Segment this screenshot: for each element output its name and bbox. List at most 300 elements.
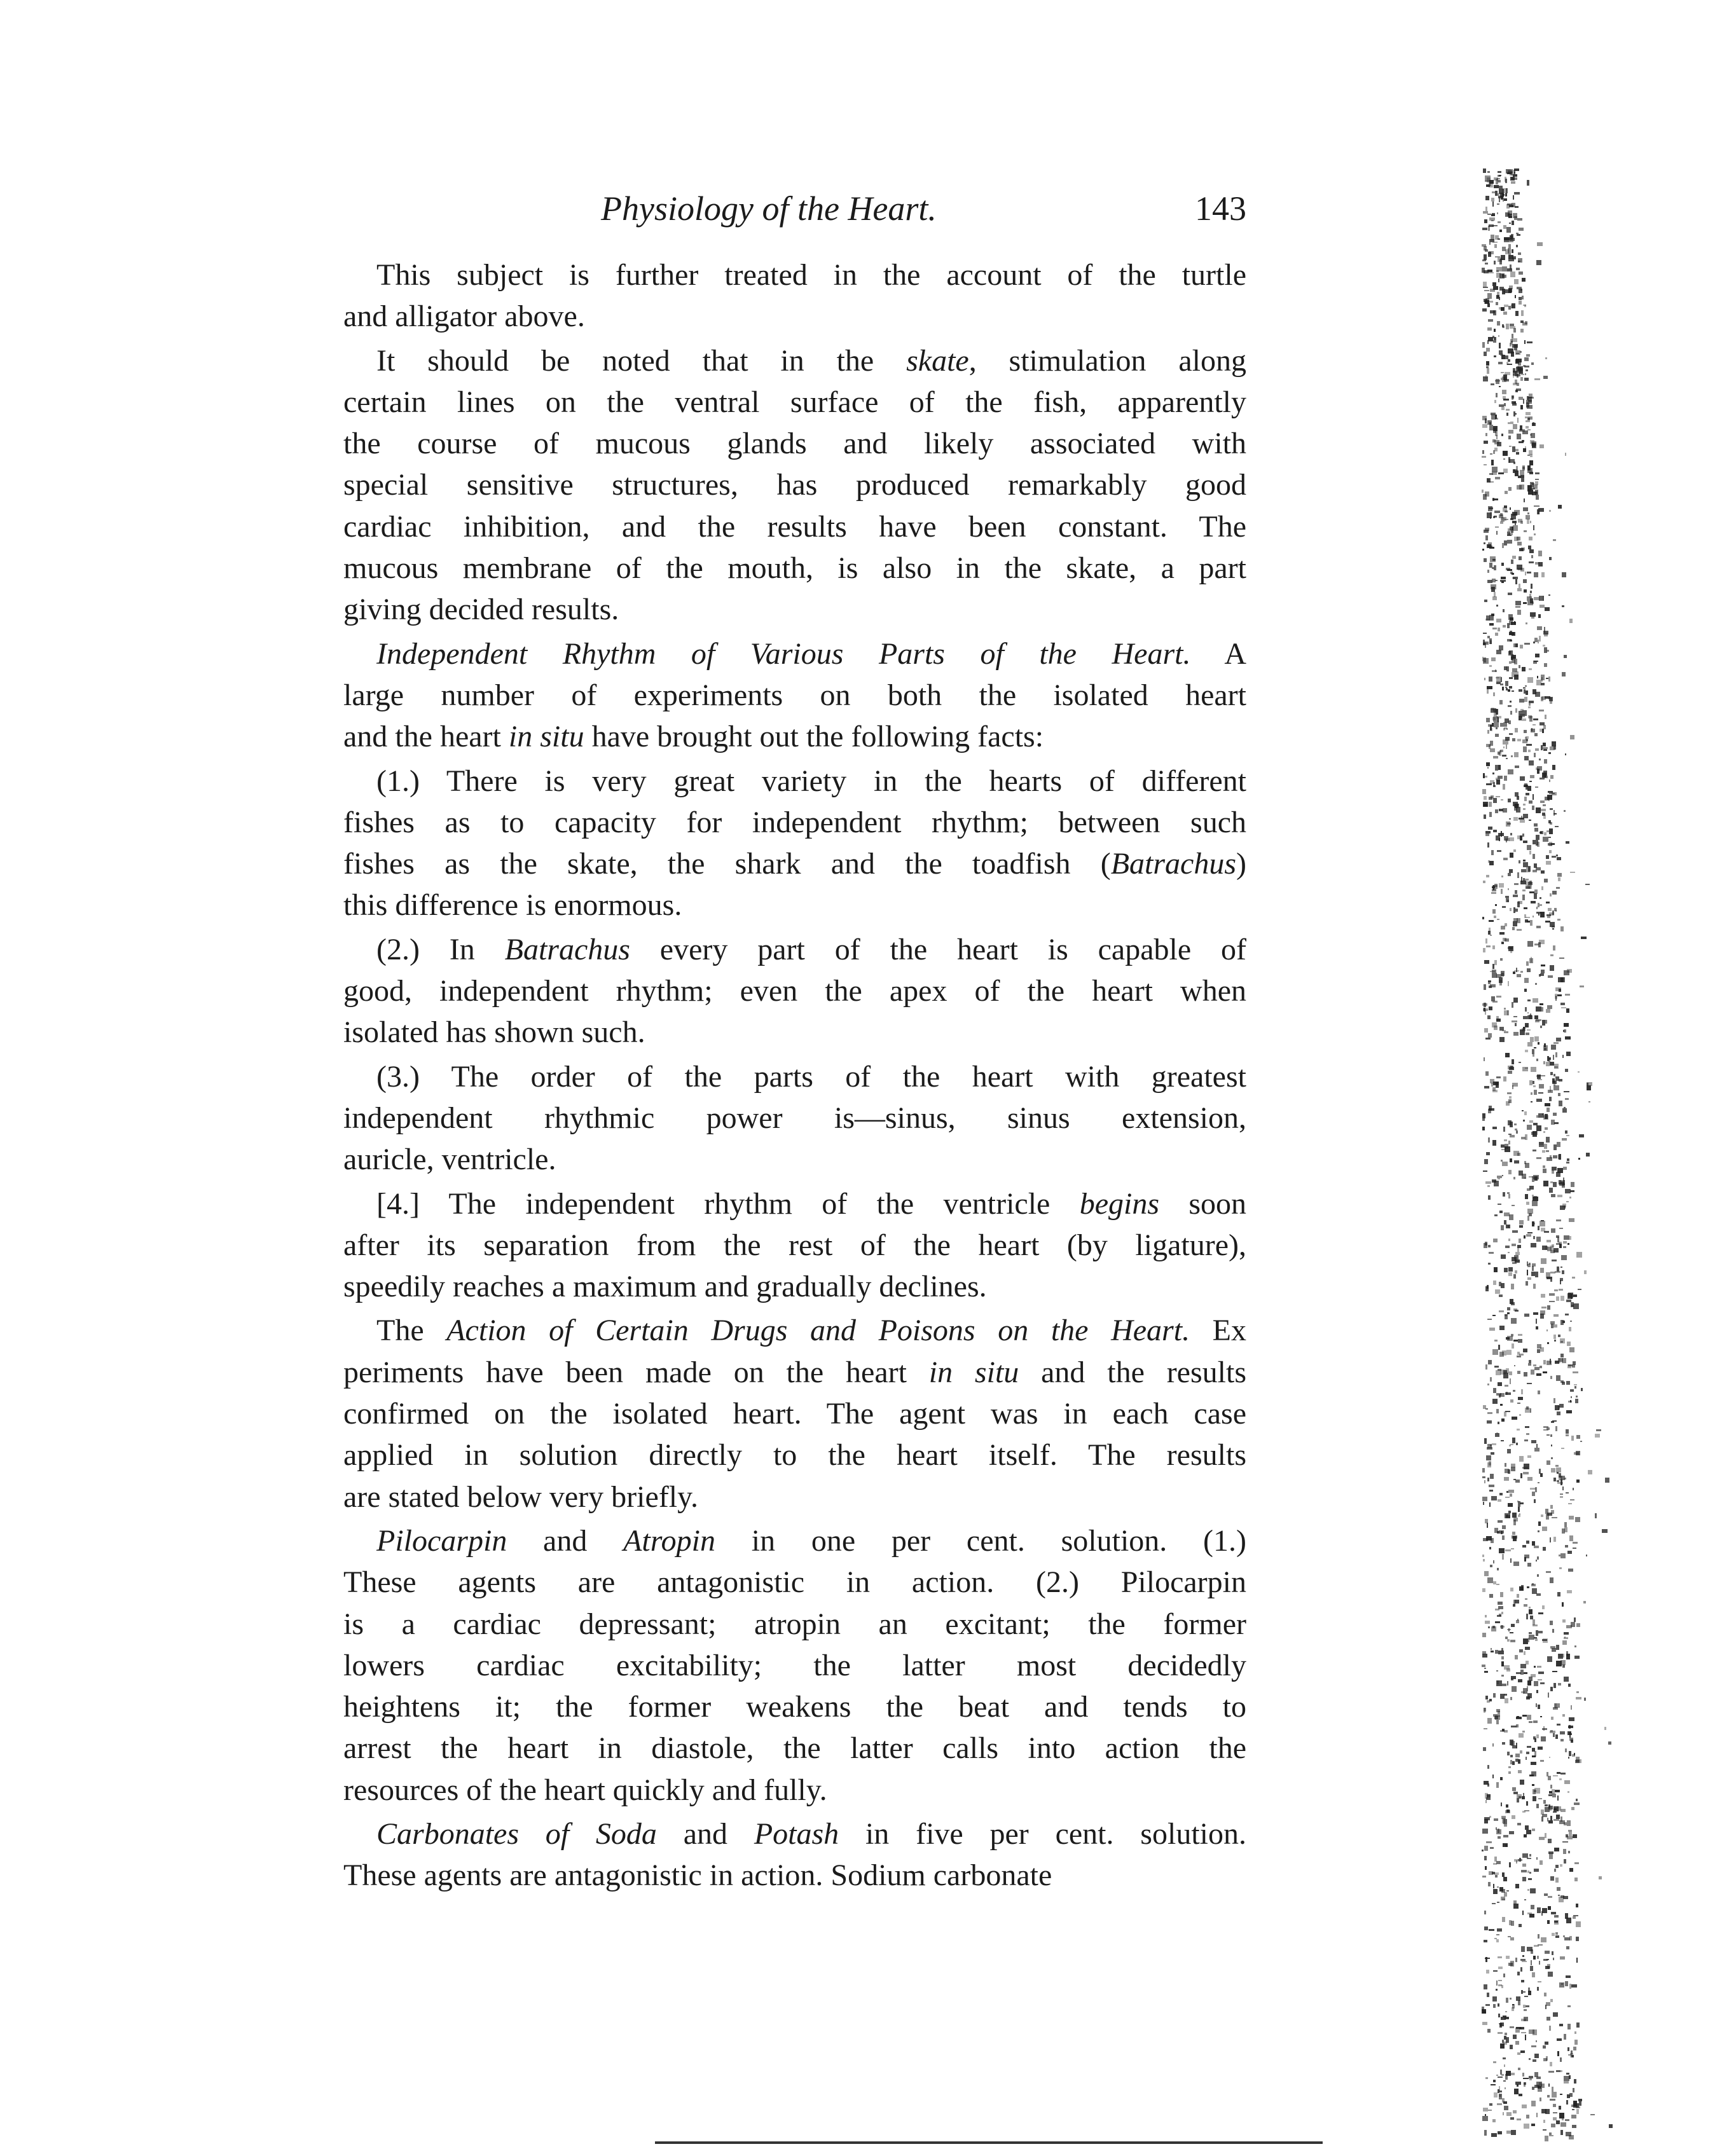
scan-speck bbox=[1564, 1522, 1567, 1527]
text-run: and alligator above. bbox=[343, 299, 585, 334]
scan-speck bbox=[1533, 1364, 1536, 1366]
scan-speck bbox=[1541, 886, 1543, 890]
scan-speck bbox=[1498, 1836, 1501, 1839]
scan-speck bbox=[1496, 1019, 1501, 1022]
scan-speck bbox=[1534, 1448, 1539, 1452]
scan-speck bbox=[1510, 711, 1512, 715]
scan-speck bbox=[1502, 1162, 1508, 1166]
scan-speck bbox=[1507, 900, 1509, 902]
scan-speck bbox=[1490, 1847, 1494, 1849]
scan-speck bbox=[1568, 1757, 1569, 1759]
scan-speck bbox=[1524, 1996, 1528, 1997]
scan-speck bbox=[1543, 1061, 1545, 1064]
scan-speck bbox=[1496, 270, 1499, 272]
scan-speck bbox=[1551, 1457, 1553, 1459]
scan-speck bbox=[1504, 1220, 1506, 1225]
scan-speck bbox=[1567, 2024, 1571, 2029]
scan-speck bbox=[1519, 271, 1523, 275]
scan-speck bbox=[1576, 1958, 1578, 1963]
scan-speck bbox=[1524, 366, 1529, 367]
scan-speck bbox=[1492, 1743, 1494, 1747]
scan-speck bbox=[1537, 242, 1543, 246]
scan-speck bbox=[1511, 514, 1516, 519]
scan-speck bbox=[1493, 756, 1498, 759]
scan-speck bbox=[1537, 1666, 1541, 1668]
scan-speck bbox=[1499, 343, 1501, 348]
scan-speck bbox=[1502, 1917, 1505, 1922]
scan-speck bbox=[1505, 177, 1506, 182]
scan-speck bbox=[1569, 1236, 1571, 1240]
scan-speck bbox=[1489, 1502, 1491, 1507]
scan-speck bbox=[1567, 1820, 1571, 1826]
scan-speck bbox=[1488, 1263, 1491, 1265]
page-number: 143 bbox=[1195, 189, 1246, 228]
scan-speck bbox=[1490, 935, 1492, 936]
scan-speck bbox=[1529, 820, 1531, 821]
scan-speck bbox=[1499, 1211, 1503, 1213]
scan-speck bbox=[1568, 1684, 1571, 1687]
text-line bbox=[343, 1012, 1246, 1053]
scan-speck bbox=[1554, 1340, 1556, 1342]
scan-speck bbox=[1556, 1375, 1560, 1381]
scan-speck bbox=[1565, 1130, 1567, 1134]
scan-speck bbox=[1496, 1432, 1498, 1434]
scan-speck bbox=[1564, 1091, 1569, 1092]
scan-speck bbox=[1526, 2115, 1529, 2118]
scan-speck bbox=[1495, 256, 1500, 257]
scan-speck bbox=[1566, 1834, 1568, 1837]
scan-speck bbox=[1482, 450, 1484, 454]
scan-speck bbox=[1497, 1886, 1499, 1888]
scan-speck bbox=[1549, 850, 1552, 853]
scan-speck bbox=[1496, 996, 1501, 998]
scan-speck bbox=[1515, 1958, 1517, 1962]
scan-speck bbox=[1510, 853, 1513, 858]
scan-speck bbox=[1543, 645, 1545, 647]
scan-speck bbox=[1540, 800, 1545, 803]
scan-speck bbox=[1502, 543, 1504, 548]
scan-speck bbox=[1533, 1054, 1534, 1057]
running-title: Physiology of the Heart. bbox=[601, 189, 937, 228]
scan-speck bbox=[1562, 2118, 1564, 2120]
scan-speck bbox=[1500, 2022, 1504, 2026]
scan-speck bbox=[1536, 1157, 1541, 1159]
scan-speck bbox=[1559, 1228, 1563, 1229]
scan-speck bbox=[1540, 1310, 1545, 1315]
scan-speck bbox=[1551, 1045, 1556, 1050]
scan-speck bbox=[1560, 977, 1565, 982]
scan-speck bbox=[1545, 1966, 1550, 1969]
scan-speck bbox=[1487, 478, 1491, 483]
scan-speck bbox=[1517, 1429, 1520, 1431]
scan-speck bbox=[1522, 834, 1524, 837]
scan-speck bbox=[1484, 1856, 1487, 1860]
scan-speck bbox=[1503, 2015, 1506, 2017]
scan-speck bbox=[1520, 329, 1524, 333]
scan-speck bbox=[1527, 1015, 1533, 1019]
scan-speck bbox=[1540, 1716, 1542, 1717]
scan-speck bbox=[1492, 1903, 1496, 1904]
scan-speck bbox=[1512, 738, 1515, 741]
scan-speck bbox=[1557, 1724, 1560, 1726]
scan-speck bbox=[1519, 1733, 1524, 1738]
scan-speck bbox=[1550, 775, 1553, 779]
text-run: mucous membrane of the mouth, is also in the skate, a part bbox=[343, 551, 1246, 586]
scan-speck bbox=[1543, 2045, 1546, 2049]
scan-speck bbox=[1499, 1027, 1504, 1031]
scan-speck bbox=[1503, 451, 1508, 456]
scan-speck bbox=[1497, 2103, 1502, 2105]
scan-speck bbox=[1518, 2000, 1520, 2005]
scan-speck bbox=[1484, 1984, 1487, 1989]
scan-speck bbox=[1499, 1493, 1503, 1495]
scan-speck bbox=[1530, 598, 1533, 603]
scan-speck bbox=[1524, 989, 1527, 992]
scan-speck bbox=[1536, 1703, 1537, 1707]
scan-speck bbox=[1535, 786, 1538, 788]
scan-speck bbox=[1547, 1056, 1549, 1061]
scan-speck bbox=[1517, 418, 1519, 423]
scan-speck bbox=[1526, 412, 1531, 415]
scan-speck bbox=[1490, 453, 1492, 455]
scan-speck bbox=[1560, 1380, 1564, 1383]
scan-speck bbox=[1496, 676, 1501, 682]
scan-speck bbox=[1513, 1604, 1515, 1607]
scan-speck bbox=[1535, 481, 1538, 485]
scan-speck bbox=[1518, 1507, 1520, 1512]
scan-speck bbox=[1566, 1008, 1569, 1013]
scan-speck bbox=[1545, 1020, 1547, 1024]
scan-speck bbox=[1490, 741, 1493, 746]
scan-speck bbox=[1486, 945, 1491, 947]
scan-speck bbox=[1560, 1003, 1565, 1005]
scan-speck bbox=[1571, 1436, 1574, 1441]
scan-speck bbox=[1488, 2110, 1492, 2111]
scan-speck bbox=[1536, 1326, 1538, 1329]
scan-speck bbox=[1527, 1270, 1528, 1275]
scan-speck bbox=[1510, 1937, 1514, 1940]
scan-speck bbox=[1486, 361, 1489, 366]
scan-speck bbox=[1562, 1487, 1564, 1490]
scan-speck bbox=[1559, 1778, 1562, 1780]
text-run: These agents are antagonistic in action. (2.) Pilocarpin bbox=[343, 1565, 1246, 1600]
scan-speck bbox=[1507, 1639, 1510, 1642]
scan-speck bbox=[1576, 1435, 1580, 1439]
scan-speck bbox=[1502, 1872, 1505, 1877]
scan-speck bbox=[1492, 439, 1496, 443]
scan-speck bbox=[1515, 206, 1519, 208]
scan-speck bbox=[1525, 416, 1528, 418]
scan-speck bbox=[1501, 875, 1503, 877]
scan-speck bbox=[1487, 171, 1490, 173]
scan-speck bbox=[1485, 1242, 1487, 1246]
scan-speck bbox=[1484, 657, 1486, 663]
scan-speck bbox=[1504, 403, 1506, 406]
scan-speck bbox=[1563, 1030, 1564, 1032]
scan-speck bbox=[1524, 797, 1527, 801]
scan-speck bbox=[1529, 760, 1534, 766]
scan-speck bbox=[1560, 2070, 1562, 2072]
scan-speck bbox=[1503, 469, 1508, 473]
scan-speck bbox=[1548, 791, 1553, 793]
scan-speck bbox=[1508, 705, 1512, 707]
scan-speck bbox=[1491, 657, 1496, 661]
scan-speck bbox=[1526, 1752, 1529, 1754]
scan-speck bbox=[1555, 1426, 1557, 1431]
scan-speck bbox=[1508, 1771, 1511, 1774]
scan-speck bbox=[1543, 804, 1546, 806]
scan-speck bbox=[1526, 622, 1527, 624]
scan-speck bbox=[1565, 994, 1570, 996]
scan-speck bbox=[1498, 628, 1500, 631]
scan-speck bbox=[1537, 1556, 1539, 1560]
scan-speck bbox=[1517, 1352, 1520, 1355]
scan-speck bbox=[1498, 180, 1501, 182]
scan-speck bbox=[1501, 942, 1504, 944]
scan-speck bbox=[1541, 1307, 1546, 1308]
scan-speck bbox=[1532, 2087, 1534, 2090]
scan-speck bbox=[1506, 821, 1510, 827]
scan-speck bbox=[1489, 2103, 1492, 2106]
text-run: (2.) In bbox=[376, 932, 505, 966]
scan-speck bbox=[1508, 1628, 1510, 1631]
text-run: are stated below very briefly. bbox=[343, 1480, 698, 1514]
scan-speck bbox=[1532, 1200, 1538, 1206]
scan-speck bbox=[1573, 2047, 1576, 2050]
scan-speck bbox=[1488, 1882, 1491, 1886]
scan-speck bbox=[1559, 2113, 1564, 2118]
scan-speck bbox=[1517, 974, 1521, 977]
scan-speck bbox=[1506, 1101, 1510, 1106]
scan-speck bbox=[1510, 833, 1512, 835]
scan-speck bbox=[1503, 858, 1508, 860]
scan-speck bbox=[1505, 2011, 1507, 2012]
scan-speck bbox=[1524, 1314, 1529, 1317]
scan-speck bbox=[1564, 2081, 1569, 2084]
scan-speck bbox=[1496, 1409, 1499, 1413]
scan-speck bbox=[1507, 1752, 1510, 1755]
scan-speck bbox=[1493, 1239, 1498, 1242]
scan-speck bbox=[1574, 1384, 1577, 1385]
scan-speck bbox=[1564, 1780, 1570, 1784]
scan-speck bbox=[1489, 1485, 1494, 1487]
scan-speck bbox=[1552, 1629, 1554, 1633]
scan-speck bbox=[1486, 762, 1490, 766]
text-run: soon bbox=[1159, 1186, 1247, 1221]
scan-speck bbox=[1505, 1463, 1506, 1467]
scan-speck bbox=[1546, 1009, 1550, 1013]
scan-speck bbox=[1492, 1001, 1498, 1003]
scan-speck bbox=[1534, 1546, 1539, 1548]
scan-speck bbox=[1495, 1289, 1500, 1294]
scan-speck bbox=[1487, 340, 1489, 344]
scan-speck bbox=[1512, 1244, 1516, 1246]
scan-speck bbox=[1482, 2116, 1488, 2121]
scan-speck bbox=[1541, 1294, 1545, 1298]
scan-speck bbox=[1550, 1785, 1552, 1789]
scan-speck bbox=[1512, 177, 1517, 180]
text-run: These agents are antagonistic in action. Sodium carbonate bbox=[343, 1858, 1052, 1893]
scan-speck bbox=[1501, 196, 1503, 200]
scan-speck bbox=[1499, 1037, 1505, 1042]
italic-text: Batrachus bbox=[504, 932, 630, 966]
scan-speck bbox=[1500, 1592, 1503, 1597]
scan-speck bbox=[1544, 1231, 1549, 1233]
scan-speck bbox=[1533, 1720, 1538, 1723]
scan-speck bbox=[1520, 470, 1524, 475]
scan-speck bbox=[1569, 1218, 1574, 1222]
scan-speck bbox=[1526, 1234, 1531, 1237]
scan-speck bbox=[1538, 1798, 1542, 1799]
scan-speck bbox=[1506, 758, 1508, 759]
scan-speck bbox=[1516, 245, 1518, 247]
scan-speck bbox=[1517, 434, 1521, 439]
scan-speck bbox=[1526, 744, 1532, 746]
scan-speck bbox=[1552, 891, 1557, 895]
scan-speck bbox=[1508, 1272, 1512, 1276]
scan-speck bbox=[1523, 808, 1526, 810]
scan-speck bbox=[1522, 667, 1526, 671]
scan-speck bbox=[1506, 1225, 1510, 1228]
scan-speck bbox=[1525, 1194, 1528, 1199]
text-run: large number of experiments on both the isolated heart bbox=[343, 678, 1246, 712]
scan-speck bbox=[1533, 2059, 1536, 2062]
scan-speck bbox=[1536, 1006, 1541, 1012]
scan-speck bbox=[1537, 1956, 1539, 1959]
scan-speck bbox=[1512, 249, 1513, 253]
scan-speck bbox=[1557, 1237, 1559, 1242]
scan-speck bbox=[1505, 1497, 1510, 1498]
scan-speck bbox=[1515, 1480, 1520, 1483]
scan-speck bbox=[1588, 1470, 1592, 1474]
scan-speck bbox=[1553, 1314, 1559, 1317]
scan-speck bbox=[1515, 1270, 1517, 1274]
scan-speck bbox=[1504, 238, 1509, 242]
scan-speck bbox=[1561, 1448, 1564, 1449]
scan-speck bbox=[1489, 1929, 1494, 1931]
scan-speck bbox=[1522, 2073, 1524, 2077]
scan-speck bbox=[1537, 626, 1542, 630]
scan-speck bbox=[1524, 357, 1529, 361]
scan-speck bbox=[1488, 1360, 1492, 1364]
scan-speck bbox=[1536, 1593, 1541, 1596]
scan-speck bbox=[1527, 999, 1531, 1001]
scan-speck bbox=[1531, 362, 1534, 365]
scan-speck bbox=[1523, 1688, 1527, 1694]
scan-speck bbox=[1513, 577, 1518, 579]
scan-speck bbox=[1483, 211, 1488, 214]
scan-speck bbox=[1534, 505, 1539, 507]
scan-speck bbox=[1521, 877, 1522, 882]
scan-speck bbox=[1527, 1029, 1531, 1031]
scan-speck bbox=[1551, 2124, 1555, 2127]
scan-speck bbox=[1545, 1951, 1550, 1954]
scan-speck bbox=[1514, 168, 1519, 171]
scan-speck bbox=[1504, 198, 1507, 201]
scan-speck bbox=[1493, 2004, 1496, 2008]
scan-speck bbox=[1498, 175, 1501, 177]
scan-speck bbox=[1484, 270, 1489, 273]
scan-speck bbox=[1484, 352, 1487, 356]
scan-speck bbox=[1541, 1514, 1543, 1517]
scan-speck bbox=[1513, 374, 1514, 378]
scan-speck bbox=[1552, 2087, 1553, 2092]
scan-speck bbox=[1508, 348, 1513, 354]
scan-speck bbox=[1501, 1675, 1504, 1677]
scan-speck bbox=[1483, 1747, 1486, 1751]
text-line bbox=[343, 1097, 1246, 1139]
scan-speck bbox=[1522, 1961, 1527, 1962]
scan-speck bbox=[1527, 1125, 1532, 1130]
text-run: A bbox=[1190, 636, 1246, 671]
scan-speck bbox=[1482, 1127, 1485, 1130]
scan-speck bbox=[1523, 579, 1527, 583]
scan-speck bbox=[1509, 837, 1514, 841]
scan-speck bbox=[1535, 654, 1539, 657]
scan-speck bbox=[1536, 260, 1541, 265]
scan-speck bbox=[1492, 889, 1496, 891]
scan-speck bbox=[1499, 259, 1502, 264]
scan-speck bbox=[1541, 2109, 1546, 2113]
scan-speck bbox=[1527, 490, 1531, 491]
scan-speck bbox=[1542, 1150, 1545, 1153]
scan-speck bbox=[1487, 1577, 1493, 1583]
scan-speck bbox=[1570, 872, 1575, 873]
text-line bbox=[343, 970, 1246, 1012]
scan-speck bbox=[1514, 172, 1515, 174]
scan-speck bbox=[1499, 386, 1501, 387]
scan-speck bbox=[1533, 1796, 1536, 1801]
scan-speck bbox=[1496, 1720, 1499, 1724]
scan-speck bbox=[1552, 1170, 1554, 1174]
scan-speck bbox=[1506, 1804, 1508, 1808]
italic-text: in situ bbox=[508, 720, 584, 754]
scan-speck bbox=[1500, 521, 1503, 524]
scan-speck bbox=[1503, 2057, 1506, 2059]
scan-speck bbox=[1536, 1099, 1542, 1102]
scan-speck bbox=[1525, 685, 1527, 687]
scan-speck bbox=[1491, 1496, 1497, 1500]
scan-speck bbox=[1574, 1862, 1579, 1864]
scan-speck bbox=[1503, 1192, 1505, 1197]
scan-speck bbox=[1533, 1123, 1538, 1125]
scan-speck bbox=[1523, 448, 1526, 452]
scan-speck bbox=[1498, 2089, 1499, 2093]
scan-speck bbox=[1497, 1902, 1499, 1903]
scan-speck bbox=[1505, 519, 1508, 520]
scan-speck bbox=[1503, 808, 1507, 813]
scan-speck bbox=[1535, 472, 1539, 474]
scan-speck bbox=[1520, 377, 1523, 381]
scan-speck bbox=[1546, 1571, 1551, 1573]
scan-speck bbox=[1517, 374, 1520, 376]
scan-speck bbox=[1485, 2114, 1486, 2116]
scan-speck bbox=[1506, 227, 1511, 233]
scan-speck bbox=[1504, 379, 1509, 381]
scan-speck bbox=[1566, 2073, 1569, 2075]
scan-speck bbox=[1501, 434, 1503, 436]
scan-speck bbox=[1517, 796, 1519, 800]
scan-speck bbox=[1512, 1205, 1515, 1206]
scan-speck bbox=[1574, 1645, 1576, 1647]
scan-speck bbox=[1507, 1307, 1510, 1310]
scan-speck bbox=[1538, 640, 1539, 643]
scan-speck bbox=[1521, 477, 1524, 482]
scan-speck bbox=[1534, 1090, 1537, 1095]
scan-speck bbox=[1543, 1371, 1547, 1373]
text-run: giving decided results. bbox=[343, 593, 619, 627]
scan-speck bbox=[1567, 1158, 1569, 1161]
